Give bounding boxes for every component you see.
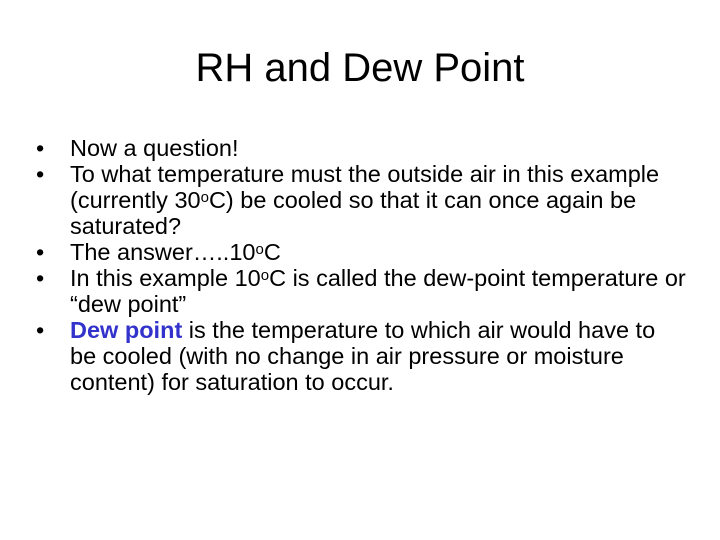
bullet-text-continued: C [263, 239, 281, 265]
bullet-text: The answer…..10 [70, 239, 256, 265]
degree-superscript: o [260, 267, 270, 284]
bullet-text: In this example 10 [70, 265, 261, 291]
bullet-list [36, 135, 686, 395]
degree-superscript: o [255, 241, 264, 258]
bullet-icon: • [36, 135, 45, 161]
bullet-icon: • [36, 265, 45, 291]
bullet-text: is the temperature to which air would have to be cooled (with no change in air pressure or moisture content) for saturation to occur. [70, 317, 656, 395]
bullet-item [36, 135, 686, 161]
bullet-item [36, 317, 686, 395]
slide-title: RH and Dew Point [195, 46, 525, 90]
bullet-icon: • [36, 239, 45, 265]
bullet-text-continued: C is called the dew-point temperature or “dew point” [70, 265, 686, 317]
bullet-icon: • [36, 317, 45, 343]
bullet-text: To what temperature must the outside air in this example (currently 30 [70, 161, 660, 213]
bullet-text-continued: C) be cooled so that it can once again be saturated? [70, 187, 637, 239]
bullet-item [36, 265, 686, 317]
bullet-text: Now a question! [70, 135, 239, 161]
bullet-item [36, 161, 686, 239]
bullet-icon: • [36, 161, 45, 187]
bullet-item [36, 239, 686, 265]
degree-superscript: o [200, 189, 209, 206]
dew-point-term: Dew point [70, 317, 183, 343]
